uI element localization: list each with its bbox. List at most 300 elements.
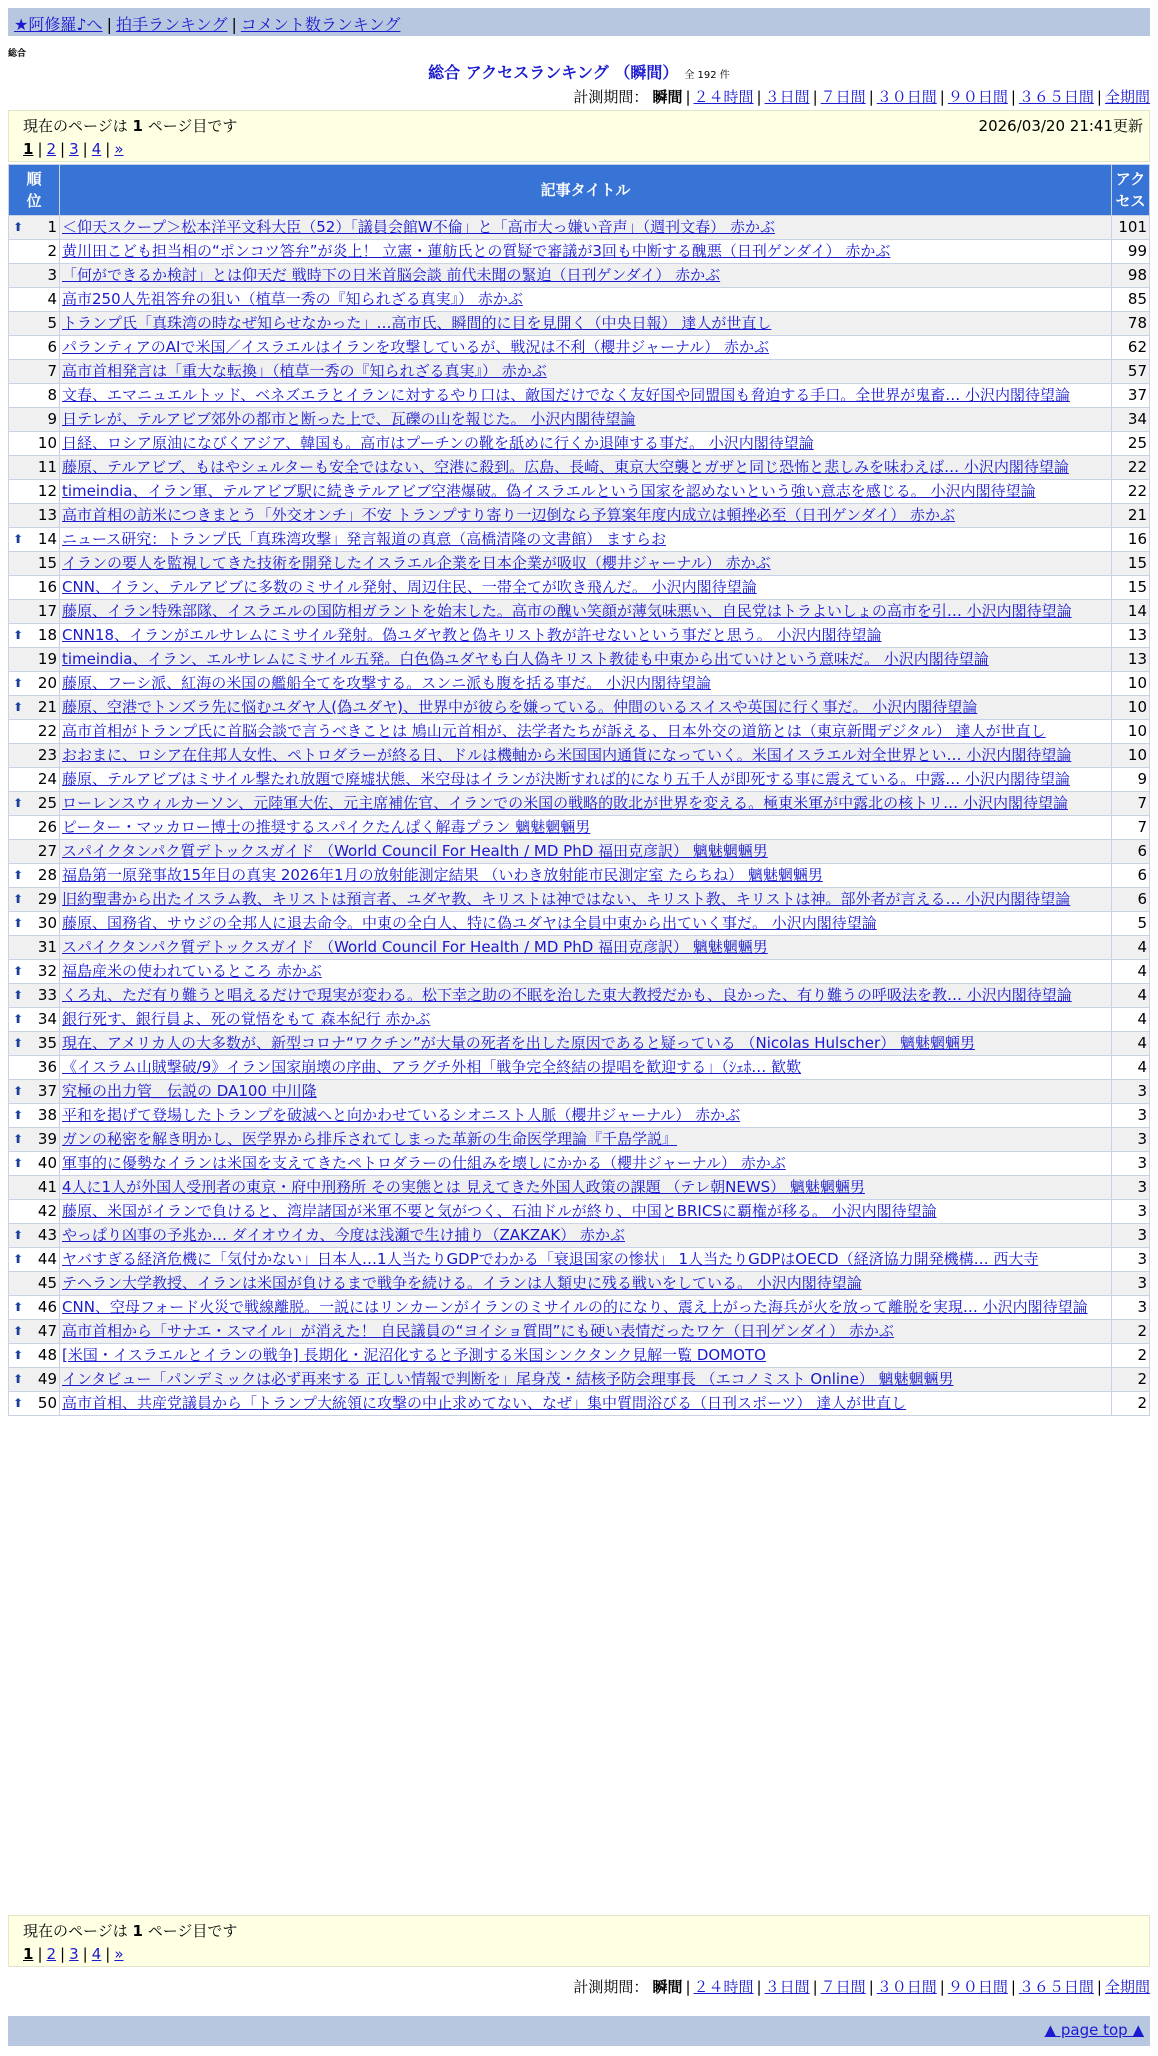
table-row <box>9 1368 1150 1392</box>
rank-cell <box>9 432 60 456</box>
article-link[interactable]: 藤原、米国がイランで負けると、湾岸諸国が米軍不要と気がつく、石油ドルが終り、中国とBRICSに覇権が移る。 小沢内閣待望論 <box>62 1202 937 1220</box>
article-link[interactable]: 高市首相発言は「重大な転換」（植草一秀の『知られざる真実』） 赤かぶ <box>62 362 547 380</box>
rank-up-arrow-icon: ⬆ <box>13 532 24 546</box>
rank-number: 25 <box>37 794 57 812</box>
access-count: 22 <box>1112 456 1150 480</box>
page-link-4[interactable]: 4 <box>91 140 102 158</box>
rank-number: 21 <box>37 698 57 716</box>
page-links <box>23 1945 1135 1963</box>
rank-cell <box>9 1032 60 1056</box>
title-cell <box>60 1392 1112 1416</box>
article-link[interactable]: パランティアのAIで米国／イスラエルはイランを攻撃しているが、戦況は不利（櫻井ジャーナル） 赤かぶ <box>62 338 770 356</box>
column-header-rank: 順位 <box>9 165 60 216</box>
access-count: 14 <box>1112 600 1150 624</box>
rank-number: 24 <box>37 770 57 788</box>
table-row <box>9 744 1150 768</box>
page-separator: | <box>105 140 111 158</box>
rank-cell <box>9 624 60 648</box>
article-link[interactable]: 《イスラム山賊撃破/9》イラン国家崩壊の序曲、アラグチ外相「戦争完全終結の提唱を歓迎する」（ｼｪﾎ… 歓歎 <box>62 1058 802 1076</box>
period-label: 計測期間： <box>573 1978 649 1996</box>
access-count: 2 <box>1112 1368 1150 1392</box>
access-count: 3 <box>1112 1104 1150 1128</box>
nav-separator: | <box>231 15 237 34</box>
article-link[interactable]: 福島第一原発事故15年目の真実 2026年1月の放射能測定結果 （いわき放射能市民測定室 たらちね） 魑魅魍魎男 <box>62 866 823 884</box>
article-link[interactable]: おおまに、ロシア在住邦人女性、ペトロダラーが終る日、ドルは機軸から米国国内通貨になっていく。米国イスラエル対全世界とい… 小沢内閣待望論 <box>62 746 1072 764</box>
table-row <box>9 816 1150 840</box>
bottom-bar <box>8 2016 1150 2046</box>
article-link[interactable]: 「何ができるか検討」とは仰天だ 戦時下の日米首脳会談 前代未聞の緊迫（日刊ゲンダイ） 赤かぶ <box>62 266 721 284</box>
rank-cell <box>9 720 60 744</box>
period-option-7[interactable]: 全期間 <box>1104 1978 1150 1996</box>
article-link[interactable]: トランプ氏「真珠湾の時なぜ知らせなかった」…高市氏、瞬間的に目を見開く（中央日報） 達人が世直し <box>62 314 772 332</box>
rank-number: 7 <box>47 362 57 380</box>
page-current: 1 <box>23 1945 34 1963</box>
access-count: 6 <box>1112 840 1150 864</box>
article-link[interactable]: 福島産米の使われているところ 赤かぶ <box>62 962 322 980</box>
period-option-5[interactable]: ９０日間 <box>947 88 1008 106</box>
access-count: 4 <box>1112 1056 1150 1080</box>
access-count: 37 <box>1112 384 1150 408</box>
rank-number: 32 <box>37 962 57 980</box>
period-option-2[interactable]: ３日間 <box>764 88 810 106</box>
rank-cell <box>9 936 60 960</box>
table-row <box>9 840 1150 864</box>
table-row <box>9 1152 1150 1176</box>
table-row <box>9 336 1150 360</box>
rank-cell <box>9 552 60 576</box>
table-row <box>9 528 1150 552</box>
table-row <box>9 888 1150 912</box>
title-cell <box>60 264 1112 288</box>
title-cell <box>60 816 1112 840</box>
access-count: 3 <box>1112 1176 1150 1200</box>
article-link[interactable]: [米国・イスラエルとイランの戦争] 長期化・泥沼化すると予測する米国シンクタンク見解一覧 DOMOTO <box>62 1346 766 1364</box>
rank-cell <box>9 312 60 336</box>
rank-cell <box>9 240 60 264</box>
page-links <box>23 140 1135 158</box>
period-option-4[interactable]: ３０日間 <box>876 1978 937 1996</box>
access-count: 16 <box>1112 528 1150 552</box>
period-separator: | <box>756 1978 762 1996</box>
rank-number: 44 <box>37 1250 57 1268</box>
access-count: 13 <box>1112 648 1150 672</box>
article-link[interactable]: 高市首相、共産党議員から「トランプ大統領に攻撃の中止求めてない、なぜ」集中質問浴びる（日刊スポーツ） 達人が世直し <box>62 1394 907 1412</box>
period-separator: | <box>812 88 818 106</box>
page-link-2[interactable]: 2 <box>46 140 57 158</box>
rank-number: 10 <box>37 434 57 452</box>
period-option-6[interactable]: ３６５日間 <box>1018 88 1094 106</box>
rank-number: 22 <box>37 722 57 740</box>
article-link[interactable]: timeindia、イラン軍、テルアビブ駅に続きテルアビブ空港爆破。偽イスラエルという国家を認めないという強い意志を感じる。 小沢内閣待望論 <box>62 482 1036 500</box>
access-count: 2 <box>1112 1392 1150 1416</box>
table-row <box>9 720 1150 744</box>
title-cell <box>60 1224 1112 1248</box>
period-option-6[interactable]: ３６５日間 <box>1018 1978 1094 1996</box>
access-count: 99 <box>1112 240 1150 264</box>
title-cell <box>60 1296 1112 1320</box>
rank-number: 13 <box>37 506 57 524</box>
rank-number: 11 <box>37 458 57 476</box>
title-cell <box>60 1008 1112 1032</box>
table-row <box>9 864 1150 888</box>
rank-cell <box>9 816 60 840</box>
rank-number: 50 <box>37 1394 57 1412</box>
rank-number: 2 <box>47 242 57 260</box>
period-separator: | <box>1096 88 1102 106</box>
access-count: 34 <box>1112 408 1150 432</box>
rank-number: 14 <box>37 530 57 548</box>
rank-cell <box>9 264 60 288</box>
article-link[interactable]: 平和を掲げて登場したトランプを破滅へと向かわせているシオニスト人脈（櫻井ジャーナル） 赤かぶ <box>62 1106 741 1124</box>
title-cell <box>60 1152 1112 1176</box>
table-row <box>9 912 1150 936</box>
table-row <box>9 1320 1150 1344</box>
page-status: 現在のページは 1 ページ目です <box>23 117 238 135</box>
period-separator: | <box>868 88 874 106</box>
table-row <box>9 264 1150 288</box>
period-option-5[interactable]: ９０日間 <box>947 1978 1008 1996</box>
table-row <box>9 792 1150 816</box>
title-cell <box>60 936 1112 960</box>
table-row <box>9 696 1150 720</box>
page-link-3[interactable]: 3 <box>69 140 79 158</box>
clap-ranking-link[interactable]: 拍手ランキング <box>115 15 228 34</box>
article-link[interactable]: ピーター・マッカロー博士の推奨するスパイクたんぱく解毒プラン 魑魅魍魎男 <box>62 818 591 836</box>
rank-cell <box>9 648 60 672</box>
rank-cell <box>9 384 60 408</box>
period-option-7[interactable]: 全期間 <box>1104 88 1150 106</box>
rank-cell <box>9 1104 60 1128</box>
rank-up-arrow-icon: ⬆ <box>13 676 24 690</box>
rank-number: 48 <box>37 1346 57 1364</box>
article-link[interactable]: 4人に1人が外国人受刑者の東京・府中刑務所 その実態とは 見えてきた外国人政策の課題 （テレ朝NEWS） 魑魅魍魎男 <box>62 1178 865 1196</box>
title-cell <box>60 384 1112 408</box>
rank-up-arrow-icon: ⬆ <box>13 892 24 906</box>
rank-cell <box>9 1320 60 1344</box>
rank-cell <box>9 528 60 552</box>
rank-number: 39 <box>37 1130 57 1148</box>
access-count: 25 <box>1112 432 1150 456</box>
ranking-title: 総合 アクセスランキング （瞬間） <box>428 63 679 82</box>
rank-number: 30 <box>37 914 57 932</box>
page-top-link[interactable]: ▲ page top ▲ <box>1044 2021 1144 2039</box>
article-link[interactable]: 高市250人先祖答弁の狙い（植草一秀の『知られざる真実』） 赤かぶ <box>62 290 523 308</box>
top-nav-bar <box>8 8 1150 36</box>
page-next-link[interactable]: » <box>114 140 124 158</box>
table-row <box>9 408 1150 432</box>
rank-cell <box>9 960 60 984</box>
table-row <box>9 648 1150 672</box>
rank-up-arrow-icon: ⬆ <box>13 1108 24 1122</box>
rank-cell <box>9 744 60 768</box>
rank-number: 31 <box>37 938 57 956</box>
title-cell <box>60 696 1112 720</box>
updated-timestamp: 2026/03/20 21:41更新 <box>978 117 1143 135</box>
table-row <box>9 1272 1150 1296</box>
title-cell <box>60 432 1112 456</box>
period-separator: | <box>939 1978 945 1996</box>
pager-top <box>8 110 1150 162</box>
pager-bottom <box>8 1915 1150 1967</box>
rank-cell <box>9 1080 60 1104</box>
access-count: 3 <box>1112 1080 1150 1104</box>
article-link[interactable]: 文春、エマニュエルトッド、ベネズエラとイランに対するやり口は、敵国だけでなく友好国や同盟国も脅迫する手口。全世界が鬼畜… 小沢内閣待望論 <box>62 386 1070 404</box>
title-cell <box>60 648 1112 672</box>
rank-number: 3 <box>47 266 57 284</box>
rank-number: 8 <box>47 386 57 404</box>
page-separator: | <box>60 140 66 158</box>
rank-number: 12 <box>37 482 57 500</box>
article-link[interactable]: 日テレが、テルアビブ郊外の都市と断った上で、瓦礫の山を報じた。 小沢内閣待望論 <box>62 410 636 428</box>
rank-up-arrow-icon: ⬆ <box>13 1132 24 1146</box>
table-row <box>9 288 1150 312</box>
article-link[interactable]: 藤原、空港でトンズラ先に悩むユダヤ人(偽ユダヤ)、世界中が彼らを嫌っている。仲間のいるスイスや英国に行く事だ。 小沢内閣待望論 <box>62 698 978 716</box>
rank-up-arrow-icon: ⬆ <box>13 700 24 714</box>
rank-up-arrow-icon: ⬆ <box>13 1372 24 1386</box>
article-link[interactable]: スパイクタンパク質デトックスガイド （World Council For Health / MD PhD 福田克彦訳） 魑魅魍魎男 <box>62 842 768 860</box>
rank-number: 34 <box>37 1010 57 1028</box>
table-row <box>9 576 1150 600</box>
rank-number: 17 <box>37 602 57 620</box>
rank-number: 18 <box>37 626 57 644</box>
rank-number: 45 <box>37 1274 57 1292</box>
title-cell <box>60 480 1112 504</box>
rank-number: 40 <box>37 1154 57 1172</box>
title-cell <box>60 720 1112 744</box>
table-row <box>9 1008 1150 1032</box>
title-cell <box>60 1176 1112 1200</box>
title-cell <box>60 984 1112 1008</box>
access-count: 4 <box>1112 1032 1150 1056</box>
rank-number: 16 <box>37 578 57 596</box>
page-separator: | <box>60 1945 66 1963</box>
rank-number: 28 <box>37 866 57 884</box>
table-row <box>9 1248 1150 1272</box>
rank-up-arrow-icon: ⬆ <box>13 628 24 642</box>
access-count: 85 <box>1112 288 1150 312</box>
article-link[interactable]: やっぱり凶事の予兆か… ダイオウイカ、今度は浅瀬で生け捕り（ZAKZAK） 赤かぶ <box>62 1226 626 1244</box>
rank-number: 37 <box>37 1082 57 1100</box>
table-row <box>9 672 1150 696</box>
article-link[interactable]: 銀行死す、銀行員よ、死の覚悟をもて 森本紀行 赤かぶ <box>62 1010 431 1028</box>
period-selector-bottom <box>573 1976 1150 1997</box>
rank-up-arrow-icon: ⬆ <box>13 1084 24 1098</box>
rank-up-arrow-icon: ⬆ <box>13 868 24 882</box>
table-row <box>9 360 1150 384</box>
article-link[interactable]: 日経、ロシア原油になびくアジア、韓国も。高市はプーチンの靴を舐めに行くか退陣する事だ。 小沢内閣待望論 <box>62 434 814 452</box>
table-row <box>9 936 1150 960</box>
title-cell <box>60 216 1112 240</box>
table-row <box>9 1104 1150 1128</box>
article-link[interactable]: CNN、空母フォード火災で戦線離脱。一説にはリンカーンがイランのミサイルの的になり、震え上がった海兵が火を放って離脱を実現… 小沢内閣待望論 <box>62 1298 1088 1316</box>
rank-cell <box>9 1296 60 1320</box>
article-link[interactable]: timeindia、イラン、エルサレムにミサイル五発。白色偽ユダヤも白人偽キリスト教徒も中東から出ていけという意味だ。 小沢内閣待望論 <box>62 650 989 668</box>
rank-cell <box>9 864 60 888</box>
rank-cell <box>9 768 60 792</box>
title-cell <box>60 624 1112 648</box>
access-count: 9 <box>1112 768 1150 792</box>
rank-number: 1 <box>47 218 57 236</box>
period-option-3[interactable]: ７日間 <box>820 1978 866 1996</box>
access-count: 10 <box>1112 672 1150 696</box>
period-separator: | <box>1010 88 1016 106</box>
rank-cell <box>9 576 60 600</box>
page-link-4[interactable]: 4 <box>91 1945 102 1963</box>
article-link[interactable]: ローレンスウィルカーソン、元陸軍大佐、元主席補佐官、イランでの米国の戦略的敗北が世界を変える。極東米軍が中露北の核トリ… 小沢内閣待望論 <box>62 794 1068 812</box>
nav-separator: | <box>106 15 112 34</box>
comment-ranking-link[interactable]: コメント数ランキング <box>240 15 401 34</box>
rank-number: 41 <box>37 1178 57 1196</box>
access-count: 15 <box>1112 552 1150 576</box>
title-cell <box>60 552 1112 576</box>
section-tag: 総合 <box>8 49 27 59</box>
rank-cell <box>9 1008 60 1032</box>
table-row <box>9 1032 1150 1056</box>
access-count: 15 <box>1112 576 1150 600</box>
access-count: 3 <box>1112 1152 1150 1176</box>
article-link[interactable]: CNN、イラン、テルアビブに多数のミサイル発射、周辺住民、一帯全てが吹き飛んだ。 小沢内閣待望論 <box>62 578 757 596</box>
rank-cell <box>9 1272 60 1296</box>
title-cell <box>60 336 1112 360</box>
title-cell <box>60 1368 1112 1392</box>
rank-number: 33 <box>37 986 57 1004</box>
article-link[interactable]: 藤原、国務省、サウジの全邦人に退去命令。中東の全白人、特に偽ユダヤは全員中東から出ていく事だ。 小沢内閣待望論 <box>62 914 877 932</box>
table-row <box>9 432 1150 456</box>
title-cell <box>60 672 1112 696</box>
article-link[interactable]: スパイクタンパク質デトックスガイド （World Council For Health / MD PhD 福田克彦訳） 魑魅魍魎男 <box>62 938 768 956</box>
period-option-1[interactable]: ２４時間 <box>693 88 754 106</box>
title-cell <box>60 456 1112 480</box>
rank-number: 36 <box>37 1058 57 1076</box>
table-row <box>9 1296 1150 1320</box>
access-count: 6 <box>1112 888 1150 912</box>
period-option-4[interactable]: ３０日間 <box>876 88 937 106</box>
article-link[interactable]: 現在、アメリカ人の大多数が、新型コロナ“ワクチン”が大量の死者を出した原因であると疑っている （Nicolas Hulscher） 魑魅魍魎男 <box>62 1034 975 1052</box>
table-row <box>9 960 1150 984</box>
rank-cell <box>9 672 60 696</box>
title-cell <box>60 408 1112 432</box>
rank-number: 4 <box>47 290 57 308</box>
page-separator: | <box>37 1945 43 1963</box>
rank-number: 27 <box>37 842 57 860</box>
article-link[interactable]: 究極の出力管＿伝説の DA100 中川隆 <box>62 1082 317 1100</box>
table-row <box>9 984 1150 1008</box>
article-link[interactable]: ニュース研究：トランプ氏「真珠湾攻撃」発言報道の真意（高橋清隆の文書館） ますらお <box>62 530 667 548</box>
title-cell <box>60 288 1112 312</box>
article-link[interactable]: 高市首相の訪米につきまとう「外交オンチ」不安 トランプすり寄り一辺倒なら予算案年度内成立は頓挫必至（日刊ゲンダイ） 赤かぶ <box>62 506 956 524</box>
access-count: 10 <box>1112 720 1150 744</box>
rank-cell <box>9 216 60 240</box>
access-count: 78 <box>1112 312 1150 336</box>
article-link[interactable]: 旧約聖書から出たイスラム教、キリストは預言者、ユダヤ教、キリストは神ではない、キリスト教、キリストは神。部外者が言える… 小沢内閣待望論 <box>62 890 1071 908</box>
ranking-table <box>8 164 1150 1416</box>
title-cell <box>60 912 1112 936</box>
table-header-row <box>9 165 1150 216</box>
table-row <box>9 1080 1150 1104</box>
title-cell <box>60 840 1112 864</box>
rank-cell <box>9 912 60 936</box>
home-link[interactable]: ★阿修羅♪へ <box>14 15 103 34</box>
title-cell <box>60 792 1112 816</box>
article-link[interactable]: 藤原、テルアビブ、もはやシェルターも安全ではない、空港に殺到。広島、長崎、東京大空襲とガザと同じ恐怖と悲しみを味わえば… 小沢内閣待望論 <box>62 458 1069 476</box>
article-link[interactable]: ＜仰天スクープ＞松本洋平文科大臣（52）「議員会館W不倫」と「高市大っ嫌い音声」（週刊文春） 赤かぶ <box>62 218 775 236</box>
access-count: 5 <box>1112 912 1150 936</box>
article-link[interactable]: 軍事的に優勢なイランは米国を支えてきたペトロダラーの仕組みを壊しにかかる（櫻井ジャーナル） 赤かぶ <box>62 1154 786 1172</box>
rank-number: 5 <box>47 314 57 332</box>
article-link[interactable]: ヤバすぎる経済危機に「気付かない」日本人…1人当たりGDPでわかる「衰退国家の惨状」 1人当たりGDPはOECD（経済協力開発機構… 西大寺 <box>62 1250 1039 1268</box>
rank-up-arrow-icon: ⬆ <box>13 916 24 930</box>
rank-cell <box>9 1176 60 1200</box>
period-option-2[interactable]: ３日間 <box>764 1978 810 1996</box>
article-link[interactable]: 藤原、テルアビブはミサイル撃たれ放題で廃墟状態、米空母はイランが決断すれば的になり五千人が即死する事に震えている。中露… 小沢内閣待望論 <box>62 770 1070 788</box>
table-row <box>9 600 1150 624</box>
article-link[interactable]: イランの要人を監視してきた技術を開発したイスラエル企業を日本企業が吸収（櫻井ジャーナル） 赤かぶ <box>62 554 771 572</box>
period-option-3[interactable]: ７日間 <box>820 88 866 106</box>
rank-up-arrow-icon: ⬆ <box>13 1348 24 1362</box>
period-separator: | <box>685 88 691 106</box>
title-cell <box>60 312 1112 336</box>
rank-number: 6 <box>47 338 57 356</box>
access-count: 7 <box>1112 816 1150 840</box>
period-selector-top <box>573 86 1150 107</box>
article-link[interactable]: CNN18、イランがエルサレムにミサイル発射。偽ユダヤ教と偽キリスト教が許せないという事だと思う。 小沢内閣待望論 <box>62 626 882 644</box>
page-link-2[interactable]: 2 <box>46 1945 57 1963</box>
access-count: 4 <box>1112 936 1150 960</box>
table-row <box>9 312 1150 336</box>
access-count: 98 <box>1112 264 1150 288</box>
rank-number: 26 <box>37 818 57 836</box>
rank-up-arrow-icon: ⬆ <box>13 1036 24 1050</box>
rank-up-arrow-icon: ⬆ <box>13 1252 24 1266</box>
period-separator: | <box>939 88 945 106</box>
title-cell <box>60 1056 1112 1080</box>
rank-up-arrow-icon: ⬆ <box>13 1228 24 1242</box>
article-link[interactable]: 高市首相から「サナエ・スマイル」が消えた！ 自民議員の“ヨイショ質問”にも硬い表情だったワケ（日刊ゲンダイ） 赤かぶ <box>62 1322 894 1340</box>
rank-cell <box>9 408 60 432</box>
rank-cell <box>9 792 60 816</box>
title-cell <box>60 240 1112 264</box>
page-next-link[interactable]: » <box>114 1945 124 1963</box>
period-option-1[interactable]: ２４時間 <box>693 1978 754 1996</box>
rank-number: 20 <box>37 674 57 692</box>
access-count: 3 <box>1112 1296 1150 1320</box>
rank-cell <box>9 504 60 528</box>
access-count: 22 <box>1112 480 1150 504</box>
title-cell <box>60 600 1112 624</box>
title-cell <box>60 1200 1112 1224</box>
article-link[interactable]: くろ丸、ただ有り難うと唱えるだけで現実が変わる。松下幸之助の不眠を治した東大教授だかも、良かった、有り難うの呼吸法を教… 小沢内閣待望論 <box>62 986 1072 1004</box>
rank-up-arrow-icon: ⬆ <box>13 1396 24 1410</box>
title-cell <box>60 1080 1112 1104</box>
access-count: 57 <box>1112 360 1150 384</box>
page-link-3[interactable]: 3 <box>69 1945 79 1963</box>
article-link[interactable]: 藤原、フーシ派、紅海の米国の艦船全てを攻撃する。スンニ派も腹を括る事だ。 小沢内閣待望論 <box>62 674 712 692</box>
access-count: 2 <box>1112 1344 1150 1368</box>
article-link[interactable]: ガンの秘密を解き明かし、医学界から排斥されてしまった革新の生命医学理論『千島学説』 <box>62 1130 678 1148</box>
period-label: 計測期間： <box>573 88 649 106</box>
rank-number: 49 <box>37 1370 57 1388</box>
table-row <box>9 240 1150 264</box>
table-row <box>9 384 1150 408</box>
article-link[interactable]: 藤原、イラン特殊部隊、イスラエルの国防相ガラントを始末した。高市の醜い笑顔が薄気味悪い、自民党はトラよいしょの高市を引… 小沢内閣待望論 <box>62 602 1072 620</box>
article-link[interactable]: 高市首相がトランプ氏に首脳会談で言うべきことは 鳩山元首相が、法学者たちが訴える、日本外交の道筋とは（東京新聞デジタル） 達人が世直し <box>62 722 1046 740</box>
article-link[interactable]: インタビュー「パンデミックは必ず再来する 正しい情報で判断を」尾身茂・結核予防会理事長 （エコノミスト Online） 魑魅魍魎男 <box>62 1370 954 1388</box>
article-link[interactable]: 黄川田こども担当相の“ポンコツ答弁”が炎上！ 立憲・蓮舫氏との質疑で審議が3回も中断する醜悪（日刊ゲンダイ） 赤かぶ <box>62 242 891 260</box>
page-separator: | <box>82 140 88 158</box>
rank-up-arrow-icon: ⬆ <box>13 964 24 978</box>
article-link[interactable]: テヘラン大学教授、イランは米国が負けるまで戦争を続ける。イランは人類史に残る戦いをしている。 小沢内閣待望論 <box>62 1274 862 1292</box>
title-cell <box>60 1344 1112 1368</box>
